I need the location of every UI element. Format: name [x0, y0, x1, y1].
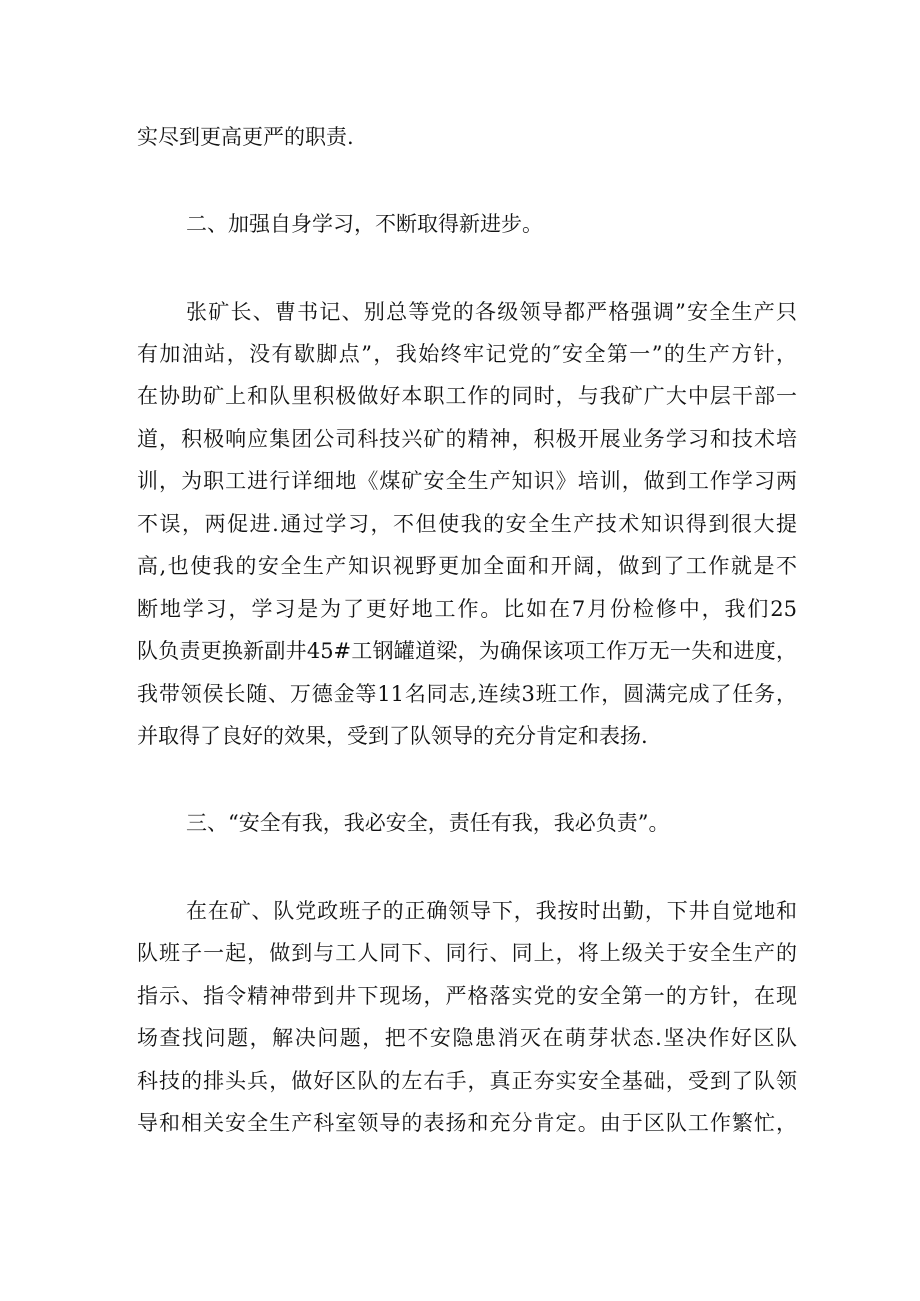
paragraph-2-line-1: 张矿长、曹书记、别总等党的各级领导都严格强调”安全生产只 [186, 300, 797, 324]
paragraph-2-line-6: 不误，两促进.通过学习，不但使我的安全生产技术知识得到很大提 [137, 512, 797, 536]
paragraph-3-line-6: 导和相关安全生产科室领导的表扬和充分肯定。由于区队工作繁忙， [137, 1111, 797, 1135]
paragraph-3-line-4: 场查找问题，解决问题，把不安隐患消灭在萌芽状态.坚决作好区队 [137, 1026, 797, 1050]
paragraph-3-line-2: 队班子一起，做到与工人同下、同行、同上，将上级关于安全生产的 [137, 941, 797, 965]
paragraph-2-line-5: 训，为职工进行详细地《煤矿安全生产知识》培训，做到工作学习两 [137, 469, 797, 493]
paragraph-2-line-2: 有加油站，没有歇脚点”，我始终牢记党的″安全第一”的生产方针， [137, 342, 797, 366]
paragraph-3-line-5: 科技的排头兵，做好区队的左右手，真正夯实安全基础，受到了队领 [137, 1069, 797, 1093]
paragraph-2-line-3: 在协助矿上和队里积极做好本职工作的同时，与我矿广大中层干部一 [137, 384, 797, 408]
paragraph-1-line-1: 实尽到更高更严的职责. [137, 125, 354, 149]
paragraph-3-line-1: 在在矿、队党政班子的正确领导下，我按时出勤，下井自觉地和 [186, 899, 797, 923]
paragraph-2-line-10: 我带领侯长随、万德金等11名同志,连续3班工作，圆满完成了任务， [137, 682, 797, 706]
paragraph-2-line-4: 道，积极响应集团公司科技兴矿的精神，积极开展业务学习和技术培 [137, 427, 797, 451]
paragraph-2-line-9: 队负责更换新副井45#工钢罐道梁，为确保该项工作万无一失和进度， [137, 639, 797, 663]
paragraph-2-line-7: 高,也使我的安全生产知识视野更加全面和开阔，做到了工作就是不 [137, 554, 797, 578]
section-heading-3: 三、“安全有我，我必安全，责任有我，我必负责”。 [186, 811, 670, 835]
paragraph-2-line-11: 并取得了良好的效果，受到了队领导的充分肯定和表扬. [137, 724, 648, 748]
paragraph-3-line-3: 指示、指令精神带到井下现场，严格落实党的安全第一的方针，在现 [137, 984, 797, 1008]
paragraph-2-line-8: 断地学习，学习是为了更好地工作。比如在7月份检修中，我们25 [137, 597, 797, 621]
section-heading-2: 二、加强自身学习，不断取得新进步。 [186, 212, 543, 236]
